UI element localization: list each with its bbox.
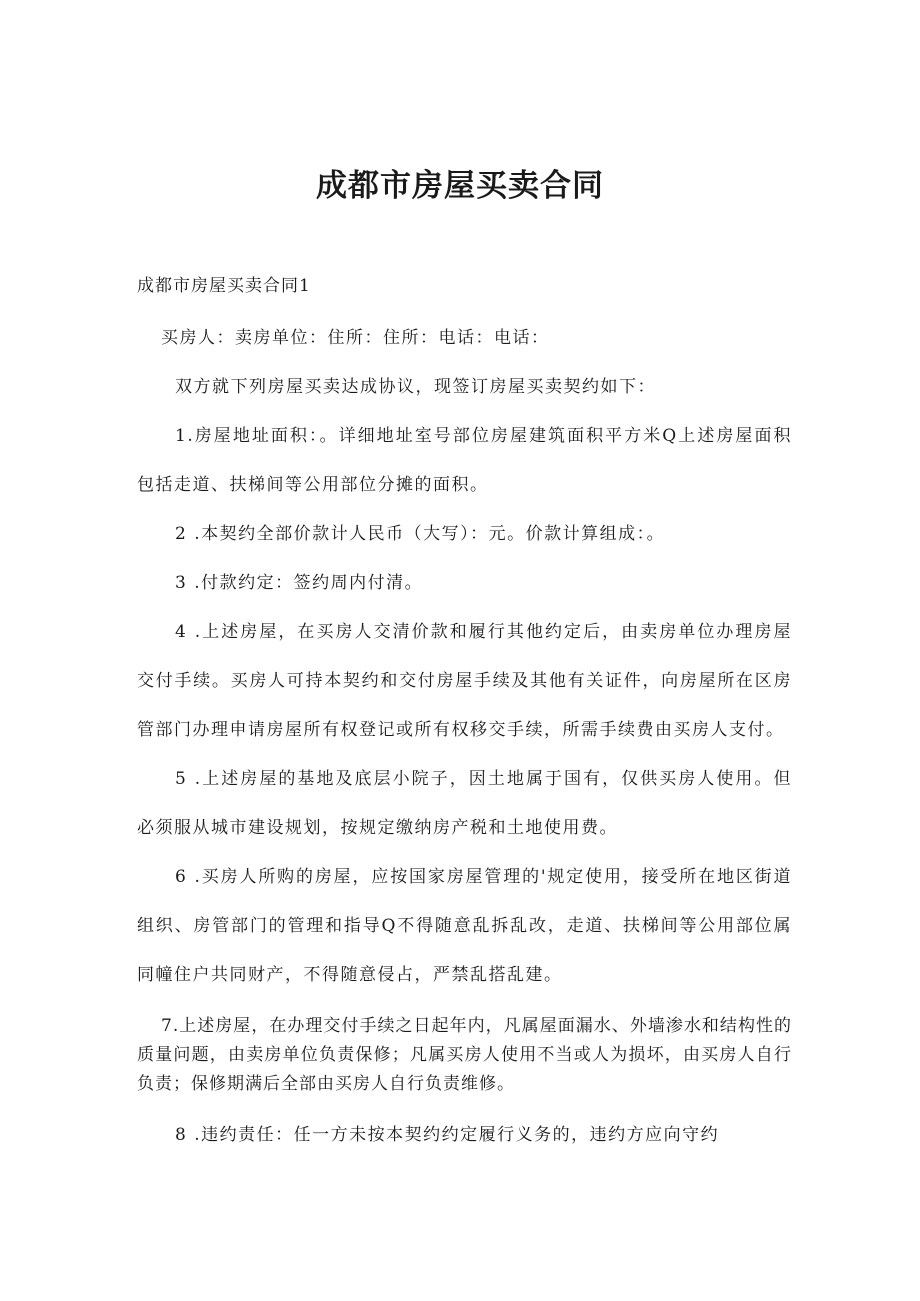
document-body	[137, 262, 792, 1160]
document-subtitle: 成都市房屋买卖合同1	[137, 276, 311, 296]
intro-paragraph: 双方就下列房屋买卖达成协议，现签订房屋买卖契约如下：	[175, 377, 656, 397]
clause-8: 8 .违约责任：任一方未按本契约约定履行义务的，违约方应向守约	[175, 1125, 720, 1145]
clause-5: 5 .上述房屋的基地及底层小院子，因土地属于国有，仅供买房人使用。但必须服从城市建设规划，按规定缴纳房产税和土地使用费。	[137, 769, 792, 838]
document-title: 成都市房屋买卖合同	[316, 168, 604, 204]
clause-7: 7.上述房屋，在办理交付手续之日起年内，凡属屋面漏水、外墙渗水和结构性的质量问题，由卖房单位负责保修；凡属买房人使用不当或人为损坏，由买房人自行负责；保修期满后全部由买房人自行负责维修。	[137, 1016, 792, 1094]
clause-3: 3 .付款约定：签约周内付清。	[175, 573, 424, 593]
clause-4: 4 .上述房屋，在买房人交清价款和履行其他约定后，由卖房单位办理房屋交付手续。买房人可持本契约和交付房屋手续及其他有关证件，向房屋所在区房管部门办理申请房屋所有权登记或所有权移交手续，所需手续费由买房人支付。	[137, 622, 792, 740]
clause-2: 2 .本契约全部价款计人民币（大写）：元。价款计算组成：。	[175, 524, 666, 544]
parties-line: 买房人：卖房单位：住所：住所：电话：电话：	[161, 328, 550, 348]
clause-6: 6 .买房人所购的房屋，应按国家房屋管理的'规定使用，接受所在地区街道组织、房管部门的管理和指导Q不得随意乱拆乱改，走道、扶梯间等公用部位属同幢住户共同财产，不得随意侵占，严禁乱搭乱建。	[137, 867, 792, 985]
clause-1: 1.房屋地址面积：。详细地址室号部位房屋建筑面积平方米Q上述房屋面积包括走道、扶梯间等公用部位分摊的面积。	[137, 426, 792, 495]
